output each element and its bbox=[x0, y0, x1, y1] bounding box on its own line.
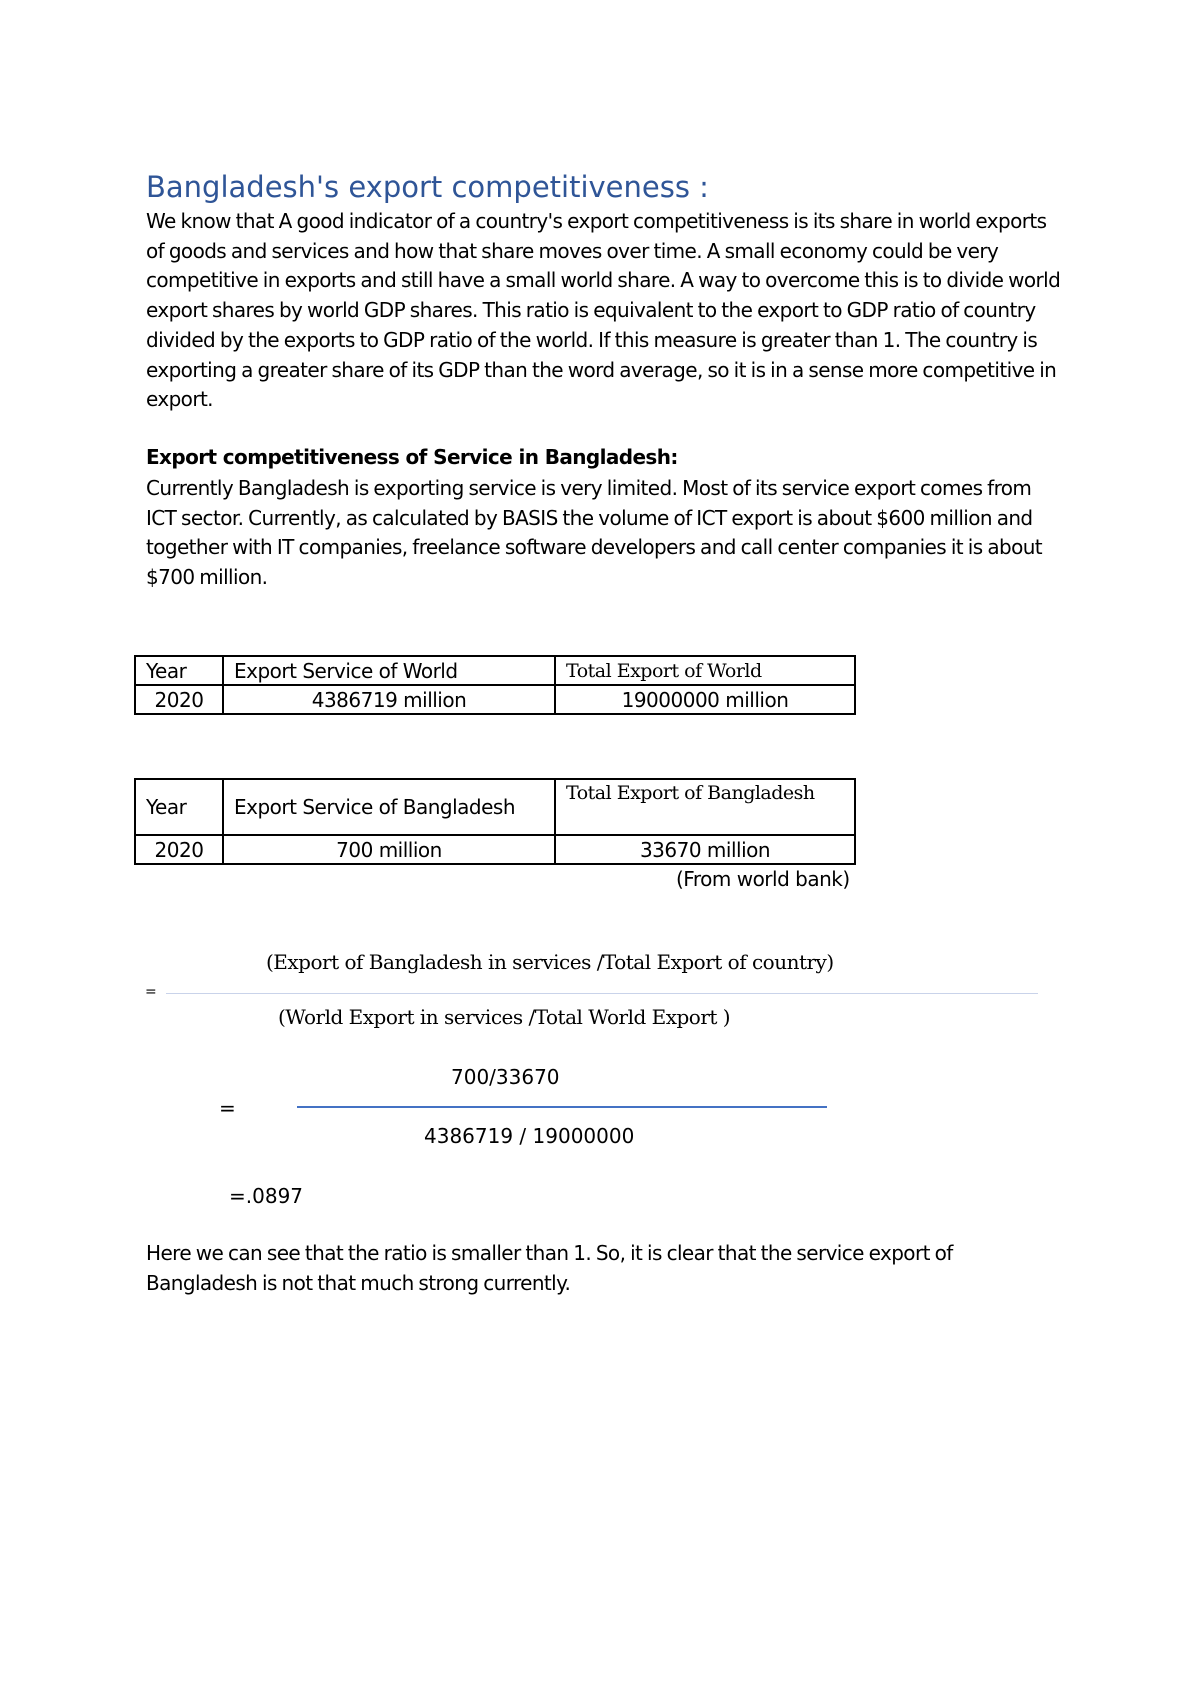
table-cell: 2020 bbox=[135, 685, 223, 714]
table-header-cell: Export Service of Bangladesh bbox=[223, 779, 555, 835]
table-header-cell: Year bbox=[135, 779, 223, 835]
source-note: (From world bank) bbox=[676, 867, 850, 891]
calculation-equals-sign: = bbox=[219, 1096, 236, 1120]
table-header-row bbox=[135, 779, 855, 835]
world-export-table bbox=[134, 655, 856, 715]
table-cell: 2020 bbox=[135, 835, 223, 864]
table-cell: 33670 million bbox=[555, 835, 855, 864]
formula-equals-sign: = bbox=[145, 984, 157, 1000]
table-cell: 4386719 million bbox=[223, 685, 555, 714]
conclusion-paragraph: Here we can see that the ratio is smaller than 1. So, it is clear that the service export of Bangladesh is not that much strong currently. bbox=[146, 1241, 953, 1295]
table-cell: 19000000 million bbox=[555, 685, 855, 714]
table-row bbox=[135, 685, 855, 714]
calculation-result: =.0897 bbox=[229, 1184, 304, 1208]
table-header-cell: Export Service of World bbox=[223, 656, 555, 685]
formula-denominator: (World Export in services /Total World Export ) bbox=[278, 1005, 731, 1029]
table-header-cell: Total Export of World bbox=[555, 656, 855, 685]
calculation-denominator: 4386719 / 19000000 bbox=[424, 1124, 635, 1148]
page-title: Bangladesh's export competitiveness : bbox=[146, 170, 709, 204]
table-header-cell: Total Export of Bangladesh bbox=[555, 779, 855, 835]
service-paragraph: Currently Bangladesh is exporting service is very limited. Most of its service export comes from ICT sector. Currently, as calculated by BASIS the volume of ICT export is about $600 million and together with IT companies, freelance software developers and call center companies it is about $700 million. bbox=[146, 476, 1043, 590]
calculation-numerator: 700/33670 bbox=[451, 1065, 560, 1089]
intro-paragraph: We know that A good indicator of a country's export competitiveness is its share in world exports of goods and services and how that share moves over time. A small economy could be very competitive in exports and still have a small world share. A way to overcome this is to divide world export shares by world GDP shares. This ratio is equivalent to the export to GDP ratio of country divided by the exports to GDP ratio of the world. If this measure is greater than 1. The country is exporting a greater share of its GDP than the word average, so it is in a sense more competitive in export. bbox=[146, 209, 1061, 412]
table-cell: 700 million bbox=[223, 835, 555, 864]
table-header-row bbox=[135, 656, 855, 685]
bangladesh-export-table bbox=[134, 778, 856, 865]
formula-numerator: (Export of Bangladesh in services /Total Export of country) bbox=[266, 950, 834, 974]
section-heading: Export competitiveness of Service in Bangladesh: bbox=[146, 445, 678, 469]
calculation-fraction-line bbox=[297, 1106, 827, 1108]
table-row bbox=[135, 835, 855, 864]
formula-fraction-line bbox=[166, 993, 1038, 994]
table-header-cell: Year bbox=[135, 656, 223, 685]
